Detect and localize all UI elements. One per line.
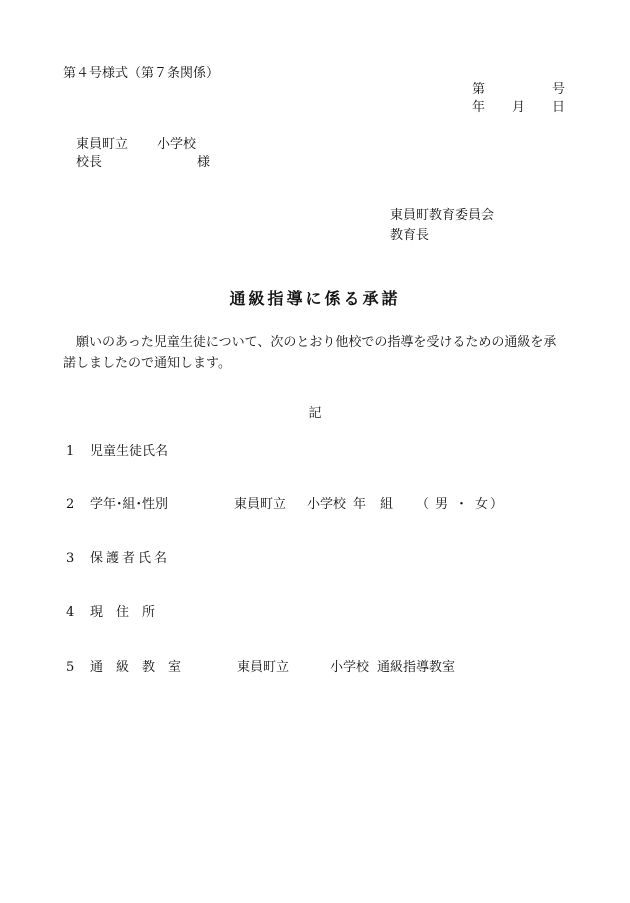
item2-school-prefix: 東員町立	[234, 497, 287, 512]
item2-male: 男	[435, 497, 449, 512]
item1-number: 1	[66, 444, 75, 459]
item2-dot: ・	[455, 497, 469, 512]
date-month: 月	[512, 100, 526, 115]
addressee-principal: 校長	[76, 155, 103, 170]
item5-number: 5	[66, 660, 75, 675]
item2-class: 組	[380, 497, 394, 512]
item4-number: 4	[66, 605, 75, 620]
addressee-school-suffix: 小学校	[157, 137, 197, 152]
item5-school-suffix: 小学校	[330, 660, 370, 675]
addressee-school-prefix: 東員町立	[76, 137, 129, 152]
document-title: 通級指導に係る承諾	[229, 289, 401, 308]
number-suffix: 号	[552, 82, 566, 97]
item2-school-suffix: 小学校	[307, 497, 347, 512]
date-day: 日	[552, 100, 566, 115]
item1-label: 児童生徒氏名	[90, 444, 169, 459]
body-line-2: 諾しましたので通知します。	[63, 356, 231, 371]
item2-year: 年	[353, 497, 367, 512]
item3-number: 3	[66, 551, 75, 566]
item5-school-prefix: 東員町立	[237, 660, 290, 675]
item3-label: 保護者氏名	[90, 551, 171, 566]
form-label: 第４号様式（第７条関係）	[63, 66, 220, 81]
item2-label: 学年･組･性別	[90, 497, 169, 512]
item2-female: 女	[475, 497, 489, 512]
number-prefix: 第	[472, 82, 486, 97]
item5-classroom: 通級指導教室	[377, 660, 456, 675]
date-year: 年	[472, 100, 486, 115]
body-line-1: 願いのあった児童生徒について、次のとおり他校での指導を受けるための通級を承	[76, 335, 557, 350]
sender-title: 教育長	[390, 228, 430, 243]
item2-paren-close: ）	[490, 497, 504, 512]
item2-paren-open: （	[416, 497, 430, 512]
item2-number: 2	[66, 497, 75, 512]
ki-heading: 記	[308, 406, 322, 421]
sender-org: 東員町教育委員会	[390, 208, 495, 223]
addressee-honorific: 様	[197, 155, 211, 170]
item5-label: 通 級 教 室	[90, 660, 182, 675]
item4-label: 現 住 所	[90, 605, 156, 620]
